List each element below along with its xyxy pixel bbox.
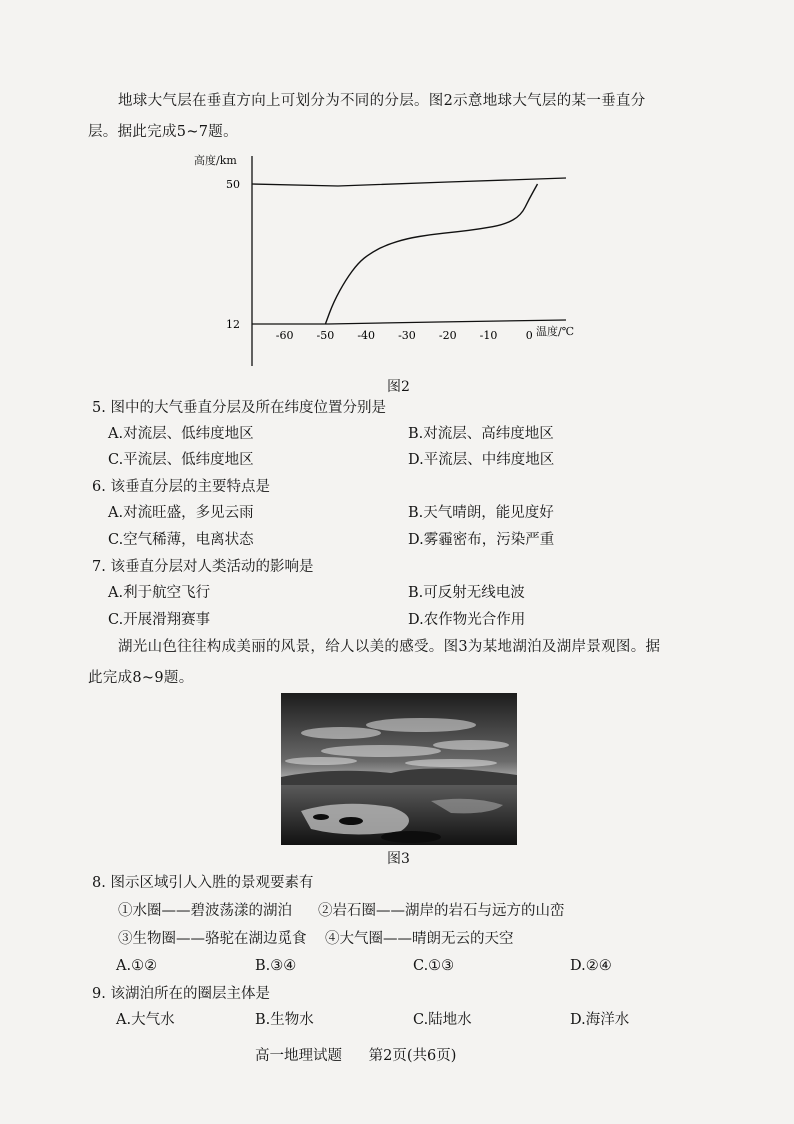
question-9-option-b: B.生物水: [255, 1012, 314, 1028]
figure-2-chart: [188, 148, 608, 376]
x-tick-label: -40: [357, 329, 376, 342]
figure-3-caption: 图3: [387, 851, 410, 867]
x-tick-label: -50: [316, 329, 335, 342]
question-9-option-a: A.大气水: [116, 1012, 175, 1028]
question-8-option-c: C.①③: [413, 958, 455, 974]
top-boundary-line: [252, 178, 566, 186]
question-7-stem: 7. 该垂直分层对人类活动的影响是: [92, 559, 314, 575]
question-6-option-d: D.雾霾密布，污染严重: [408, 532, 555, 548]
question-8-item-2: ②岩石圈——湖岸的岩石与远方的山峦: [318, 903, 565, 919]
question-8-option-b: B.③④: [255, 958, 297, 974]
question-6-option-a: A.对流旺盛，多见云雨: [108, 505, 254, 521]
question-7-option-c: C.开展滑翔赛事: [108, 612, 211, 628]
question-5-option-a: A.对流层、低纬度地区: [108, 426, 254, 442]
y-tick-labels: [226, 178, 240, 331]
x-tick-label: -20: [438, 329, 457, 342]
question-9-option-d: D.海洋水: [570, 1012, 630, 1028]
x-tick-label: -30: [398, 329, 416, 342]
question-6-option-c: C.空气稀薄，电离状态: [108, 532, 254, 548]
x-tick-labels: [276, 329, 533, 342]
question-5-option-d: D.平流层、中纬度地区: [408, 452, 555, 468]
question-6-stem: 6. 该垂直分层的主要特点是: [92, 479, 270, 495]
figure-3-lake-photo: [281, 693, 517, 845]
intro-1-line-2: 层。据此完成5~7题。: [88, 124, 238, 140]
y-tick-label: 50: [226, 178, 240, 191]
question-6-option-b: B.天气晴朗，能见度好: [408, 505, 554, 521]
question-8-option-a: A.①②: [116, 958, 158, 974]
question-5-option-b: B.对流层、高纬度地区: [408, 426, 554, 442]
bottom-boundary-line: [252, 320, 566, 324]
footer-subject: 高一地理试题: [255, 1048, 342, 1064]
x-tick-label: 0: [525, 329, 533, 342]
question-8-item-3: ③生物圈——骆驼在湖边觅食: [118, 931, 307, 947]
page-footer: [255, 1044, 478, 1065]
y-axis-label: 高度/km: [194, 154, 237, 167]
intro-paragraph-1: [88, 86, 708, 148]
intro-paragraph-2: [88, 632, 708, 694]
intro-2-line-2: 此完成8~9题。: [88, 670, 194, 686]
question-8-stem: 8. 图示区域引人入胜的景观要素有: [92, 875, 314, 891]
question-9-option-c: C.陆地水: [413, 1012, 472, 1028]
question-7-option-d: D.农作物光合作用: [408, 612, 526, 628]
question-8-item-1: ①水圈——碧波荡漾的湖泊: [118, 903, 292, 919]
question-7-option-b: B.可反射无线电波: [408, 585, 525, 601]
question-5-stem: 5. 图中的大气垂直分层及所在纬度位置分别是: [92, 400, 386, 416]
question-5-option-c: C.平流层、低纬度地区: [108, 452, 254, 468]
temperature-curve: [325, 184, 537, 324]
x-axis-label: 温度/℃: [536, 325, 575, 338]
figure-2-caption: 图2: [387, 379, 410, 395]
footer-page-number: 第2页(共6页): [368, 1048, 457, 1064]
question-9-stem: 9. 该湖泊所在的圈层主体是: [92, 986, 270, 1002]
x-tick-label: -60: [275, 329, 294, 342]
question-7-option-a: A.利于航空飞行: [108, 585, 211, 601]
y-tick-label: 12: [226, 318, 240, 331]
question-8-item-4: ④大气圈——晴朗无云的天空: [325, 931, 514, 947]
question-8-option-d: D.②④: [570, 958, 612, 974]
x-tick-label: -10: [479, 329, 498, 342]
intro-2-line-1: 湖光山色往往构成美丽的风景，给人以美的感受。图3为某地湖泊及湖岸景观图。据: [118, 639, 661, 655]
intro-1-line-1: 地球大气层在垂直方向上可划分为不同的分层。图2示意地球大气层的某一垂直分: [118, 93, 646, 109]
